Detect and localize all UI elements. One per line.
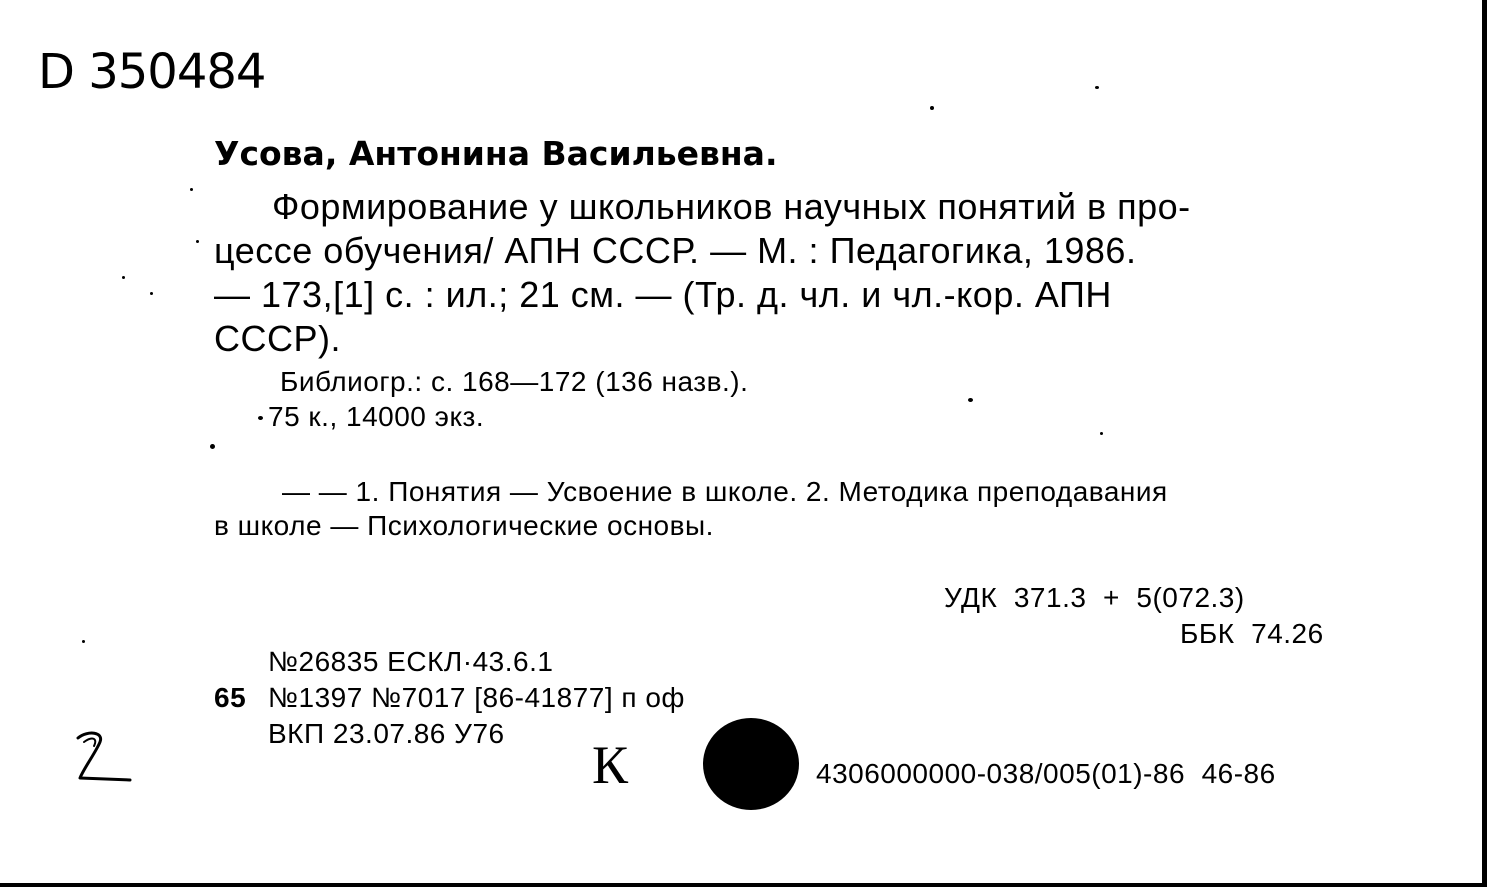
speck (968, 398, 973, 402)
subject-line-1: — — 1. Понятия — Усвоение в школе. 2. Методика преподавания (282, 476, 1168, 507)
speck (190, 188, 193, 191)
title-line-4: СССР). (214, 318, 341, 359)
speck (122, 276, 125, 279)
speck (82, 640, 85, 643)
speck (210, 444, 215, 449)
code-line-3: ВКП 23.07.86 У76 (268, 718, 505, 749)
title-line-2: цессе обучения/ АПН СССР. — М. : Педагогика, 1986. (214, 230, 1137, 271)
title-line-1: Формирование у школьников научных понятий в про- (272, 186, 1191, 227)
speck (1100, 432, 1103, 435)
code-line-2-prefix: 65 (214, 682, 247, 713)
code-line-2: №1397 №7017 [86-41877] п оф (268, 682, 685, 713)
code-line-1: №26835 ЕСКЛ·43.6.1 (268, 646, 554, 677)
punched-hole (703, 718, 799, 810)
speck (258, 416, 263, 420)
title-line-3: — 173,[1] с. : ил.; 21 см. — (Тр. д. чл. и чл.-кор. АПН (214, 274, 1112, 315)
letter-k-mark: К (592, 735, 629, 795)
speck (150, 292, 153, 295)
speck (196, 240, 199, 243)
bbk-code: ББК 74.26 (1180, 618, 1324, 649)
udk-code: УДК 371.3 + 5(072.3) (944, 582, 1245, 613)
isbn-code: 4306000000-038/005(01)-86 46-86 (816, 758, 1276, 789)
speck (1095, 86, 1099, 89)
card-number: D 350484 (38, 44, 266, 100)
handwritten-mark-icon (70, 728, 140, 788)
author-heading: Усова, Антонина Васильевна. (214, 134, 778, 173)
subject-line-2: в школе — Психологические основы. (214, 510, 714, 541)
speck (930, 106, 934, 110)
bibliography-note: Библиогр.: с. 168—172 (136 назв.). (280, 366, 749, 397)
price-run: 75 к., 14000 экз. (268, 401, 485, 432)
